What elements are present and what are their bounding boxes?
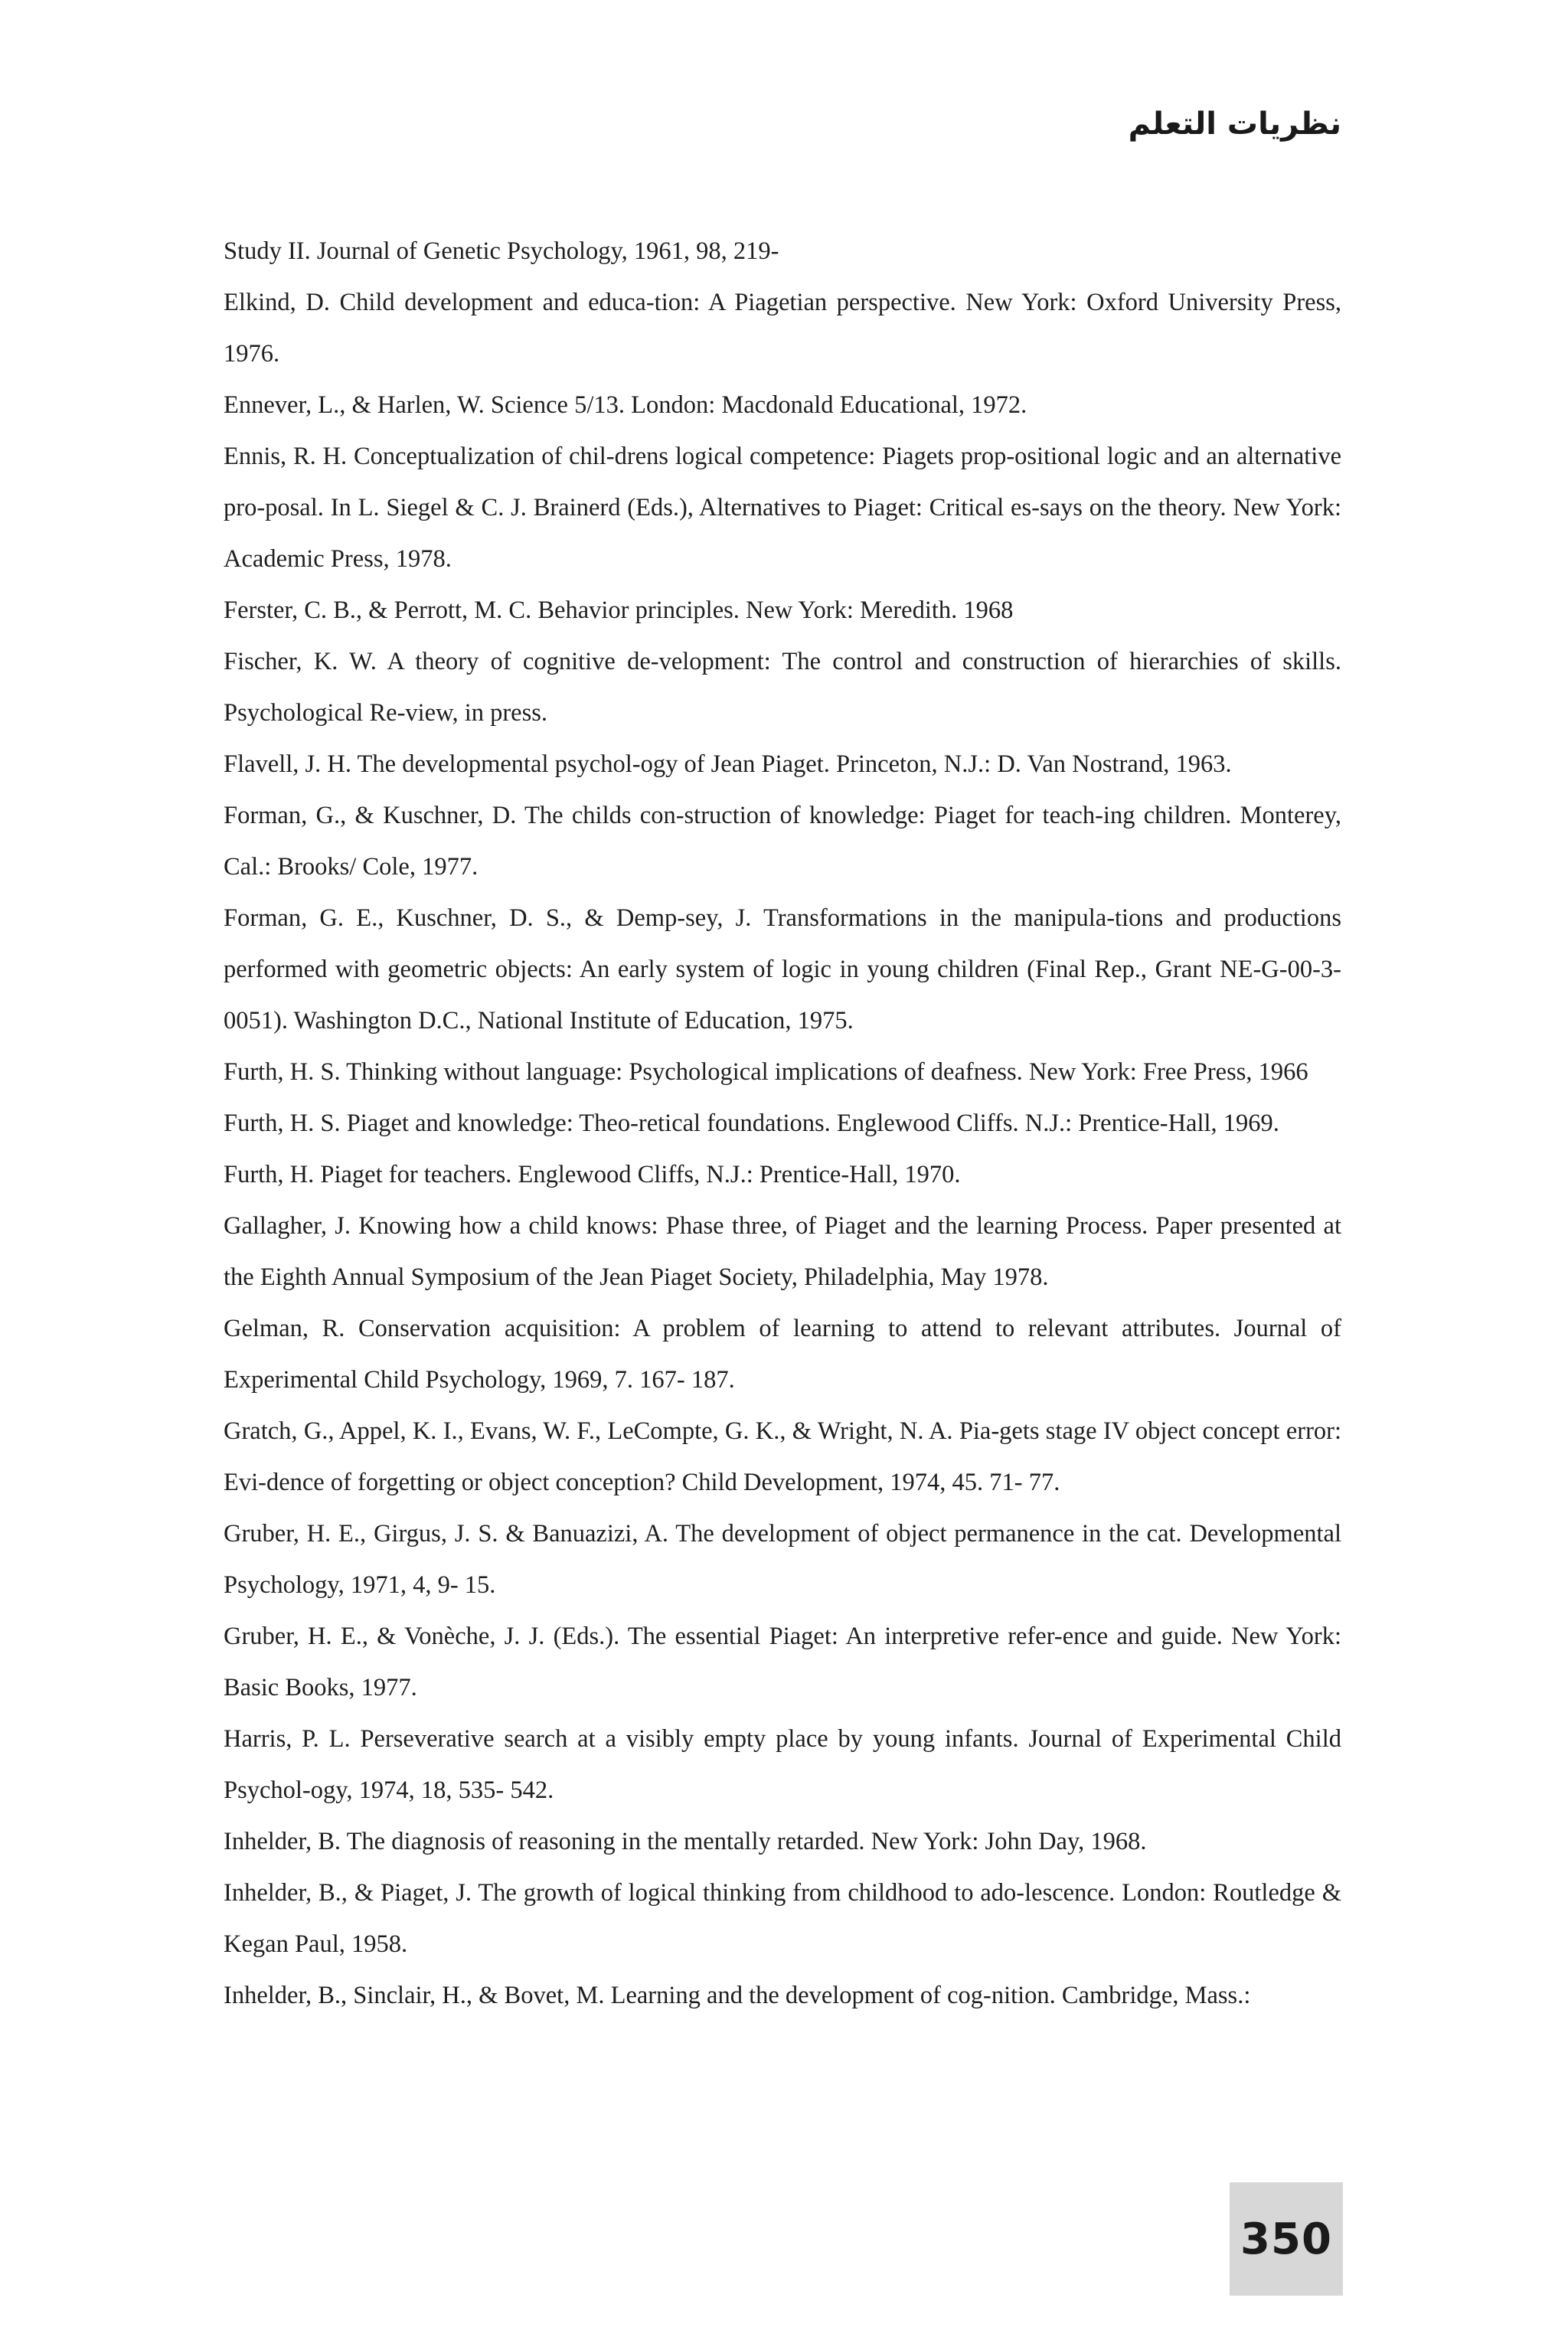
reference-entry: Ferster, C. B., & Perrott, M. C. Behavior principles. New York: Meredith. 1968 — [224, 596, 1014, 624]
reference-entry: Elkind, D. Child development and educa-tion: A Piagetian perspective. New York: Oxford University Press, 1976. — [224, 289, 1341, 368]
reference-entry: Harris, P. L. Perseverative search at a visibly empty place by young infants. Journal of Experimental Child Psychol-ogy, 1974, 18, 535- 542. — [224, 1725, 1341, 1804]
reference-entry: Ennever, L., & Harlen, W. Science 5/13. London: Macdonald Educational, 1972. — [224, 391, 1027, 419]
reference-entry: Inhelder, B., & Piaget, J. The growth of logical thinking from childhood to ado-lescence. London: Routledge & Kegan Paul, 1958. — [224, 1879, 1341, 1958]
reference-entry: Fischer, K. W. A theory of cognitive de-velopment: The control and construction of hierarchies of skills. Psychological Re-view, in press. — [224, 648, 1341, 727]
reference-entry: Gallagher, J. Knowing how a child knows: Phase three, of Piaget and the learning Process. Paper presented at the Eighth Annual Symposium of the Jean Piaget Society, Philadelphia, May 1978. — [224, 1212, 1341, 1291]
reference-entry: Forman, G., & Kuschner, D. The childs con-struction of knowledge: Piaget for teach-ing children. Monterey, Cal.: Brooks/ Cole, 1977. — [224, 802, 1341, 881]
reference-entry: Study II. Journal of Genetic Psychology, 1961, 98, 219- — [224, 237, 779, 265]
page-number-box — [1230, 2182, 1343, 2296]
reference-entry: Furth, H. S. Piaget and knowledge: Theo-retical foundations. Englewood Cliffs. N.J.: Prentice-Hall, 1969. — [224, 1110, 1279, 1137]
reference-entry: Gruber, H. E., & Vonèche, J. J. (Eds.). The essential Piaget: An interpretive refer-ence and guide. New York: Basic Books, 1977. — [224, 1623, 1341, 1701]
reference-entry: Inhelder, B. The diagnosis of reasoning in the mentally retarded. New York: John Day, 1968. — [224, 1828, 1147, 1855]
reference-entry: Gelman, R. Conservation acquisition: A problem of learning to attend to relevant attributes. Journal of Experimental Child Psychology, 1969, 7. 167- 187. — [224, 1315, 1341, 1394]
references-list — [224, 226, 1341, 2022]
reference-entry: Gratch, G., Appel, K. I., Evans, W. F., LeCompte, G. K., & Wright, N. A. Pia-gets stage IV object concept error: Evi-dence of forgetting or object conception? Child Development, 1974, 45. 71- 77. — [224, 1417, 1341, 1496]
reference-entry: Ennis, R. H. Conceptualization of chil-drens logical competence: Piagets prop-ositional logic and an alternative pro-posal. In L. Siegel & C. J. Brainerd (Eds.), Alternatives to Piaget: Critical es-says on the theory. New York: Academic Press, 1978. — [224, 443, 1341, 573]
running-header-title: نظريات التعلم — [1128, 106, 1341, 142]
reference-entry: Inhelder, B., Sinclair, H., & Bovet, M. Learning and the development of cog-nition. Cambridge, Mass.: — [224, 1982, 1251, 2009]
page-number: 350 — [1240, 2214, 1332, 2264]
reference-entry: Forman, G. E., Kuschner, D. S., & Demp-sey, J. Transformations in the manipula-tions and productions performed with geometric objects: An early system of logic in young children (Final Rep., Grant NE-G-00-3- 0051). Washington D.C., National Institute of Education, 1975. — [224, 904, 1341, 1034]
reference-entry: Gruber, H. E., Girgus, J. S. & Banuazizi, A. The development of object permanence in the cat. Developmental Psychology, 1971, 4, 9- 15. — [224, 1520, 1341, 1599]
reference-entry: Furth, H. Piaget for teachers. Englewood Cliffs, N.J.: Prentice-Hall, 1970. — [224, 1161, 961, 1188]
reference-entry: Flavell, J. H. The developmental psychol-ogy of Jean Piaget. Princeton, N.J.: D. Van Nostrand, 1963. — [224, 750, 1232, 778]
reference-entry: Furth, H. S. Thinking without language: Psychological implications of deafness. New York: Free Press, 1966 — [224, 1058, 1308, 1086]
